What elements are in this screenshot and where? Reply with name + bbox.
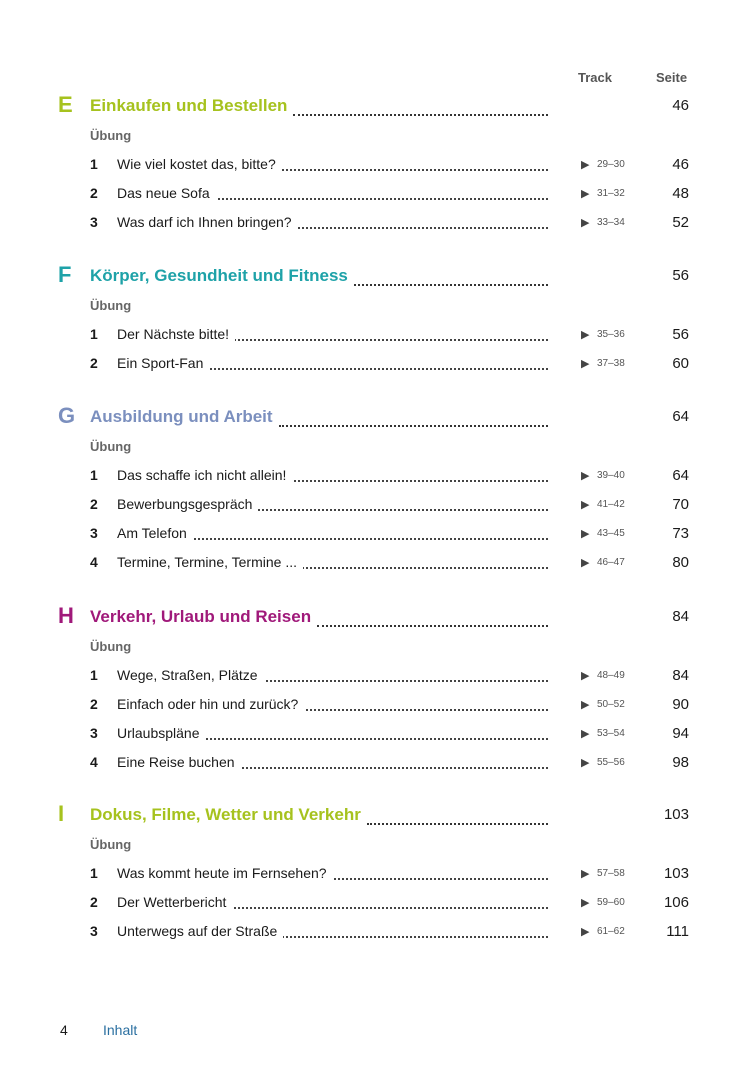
section-letter: E xyxy=(58,92,73,117)
section-title: Ausbildung und Arbeit xyxy=(90,407,273,426)
toc-entry[interactable] xyxy=(0,321,756,350)
toc-entry[interactable] xyxy=(0,462,756,491)
section-letter: F xyxy=(58,262,72,287)
entry-number: 4 xyxy=(90,554,98,570)
entry-page-number: 46 xyxy=(672,156,689,173)
footer-page-number: 4 xyxy=(60,1022,68,1038)
entry-page-number: 70 xyxy=(672,496,689,513)
entry-number: 3 xyxy=(90,725,98,741)
leader-dots xyxy=(279,411,548,427)
entry-track: 57–58 xyxy=(597,868,625,879)
column-header-track: Track xyxy=(578,70,612,85)
entry-number: 1 xyxy=(90,326,98,342)
entry-title: Der Wetterbericht xyxy=(117,894,232,910)
section-letter: I xyxy=(58,801,65,826)
play-icon: ▶ xyxy=(581,528,590,540)
entry-number: 1 xyxy=(90,467,98,483)
entry-number: 2 xyxy=(90,894,98,910)
play-icon: ▶ xyxy=(581,470,590,482)
section-heading[interactable] xyxy=(0,262,756,292)
section-letter: G xyxy=(58,403,76,428)
toc-entry[interactable] xyxy=(0,549,756,578)
leader-dots xyxy=(367,809,548,825)
entry-page-number: 52 xyxy=(672,214,689,231)
entry-page-number: 106 xyxy=(663,894,689,911)
toc-entry[interactable] xyxy=(0,209,756,238)
section-title: Einkaufen und Bestellen xyxy=(90,96,288,115)
play-icon: ▶ xyxy=(581,728,590,740)
footer-label: Inhalt xyxy=(103,1022,138,1038)
play-icon: ▶ xyxy=(581,699,590,711)
uebung-label: Übung xyxy=(90,837,132,852)
section-page-number: 64 xyxy=(672,408,689,425)
entry-track: 35–36 xyxy=(597,329,625,340)
uebung-label: Übung xyxy=(90,298,132,313)
entry-track: 50–52 xyxy=(597,699,625,710)
section-page-number: 56 xyxy=(672,267,689,284)
section-heading[interactable] xyxy=(0,801,756,831)
section-title: Körper, Gesundheit und Fitness xyxy=(90,266,348,285)
uebung-label: Übung xyxy=(90,128,132,143)
play-icon: ▶ xyxy=(581,670,590,682)
section-page-number: 46 xyxy=(672,97,689,114)
play-icon: ▶ xyxy=(581,557,590,569)
uebung-label-row xyxy=(0,633,756,662)
entry-title: Was darf ich Ihnen bringen? xyxy=(117,214,298,230)
section-letter: H xyxy=(58,603,74,628)
entry-title: Das neue Sofa xyxy=(117,185,216,201)
play-icon: ▶ xyxy=(581,926,590,938)
entry-title: Unterwegs auf der Straße xyxy=(117,923,283,939)
section-heading[interactable] xyxy=(0,603,756,633)
uebung-label-row xyxy=(0,292,756,321)
entry-number: 1 xyxy=(90,865,98,881)
entry-page-number: 60 xyxy=(672,355,689,372)
play-icon: ▶ xyxy=(581,329,590,341)
entry-page-number: 103 xyxy=(663,865,689,882)
section-page-number: 103 xyxy=(663,806,689,823)
toc-entry[interactable] xyxy=(0,749,756,778)
toc-entry[interactable] xyxy=(0,662,756,691)
play-icon: ▶ xyxy=(581,188,590,200)
entry-track: 55–56 xyxy=(597,757,625,768)
toc-section xyxy=(0,92,756,238)
play-icon: ▶ xyxy=(581,757,590,769)
section-title: Verkehr, Urlaub und Reisen xyxy=(90,607,312,626)
play-icon: ▶ xyxy=(581,358,590,370)
section-page-number: 84 xyxy=(672,608,689,625)
entry-title: Das schaffe ich nicht allein! xyxy=(117,467,292,483)
toc-entry[interactable] xyxy=(0,180,756,209)
entry-number: 2 xyxy=(90,496,98,512)
play-icon: ▶ xyxy=(581,897,590,909)
entry-track: 46–47 xyxy=(597,557,625,568)
toc-entry[interactable] xyxy=(0,350,756,379)
entry-page-number: 64 xyxy=(672,467,689,484)
toc-entry[interactable] xyxy=(0,691,756,720)
entry-title: Was kommt heute im Fernsehen? xyxy=(117,865,333,881)
entry-page-number: 98 xyxy=(672,754,689,771)
toc-section xyxy=(0,801,756,947)
entry-number: 3 xyxy=(90,214,98,230)
uebung-label-row xyxy=(0,433,756,462)
entry-number: 2 xyxy=(90,355,98,371)
entry-number: 4 xyxy=(90,754,98,770)
entry-page-number: 111 xyxy=(666,923,689,940)
toc-entry[interactable] xyxy=(0,889,756,918)
toc-entry[interactable] xyxy=(0,491,756,520)
uebung-label-row xyxy=(0,122,756,151)
entry-title: Eine Reise buchen xyxy=(117,754,241,770)
entry-track: 61–62 xyxy=(597,926,625,937)
entry-track: 43–45 xyxy=(597,528,625,539)
entry-page-number: 90 xyxy=(672,696,689,713)
entry-track: 37–38 xyxy=(597,358,625,369)
toc-entry[interactable] xyxy=(0,151,756,180)
entry-track: 59–60 xyxy=(597,897,625,908)
entry-number: 2 xyxy=(90,696,98,712)
entry-number: 2 xyxy=(90,185,98,201)
play-icon: ▶ xyxy=(581,217,590,229)
entry-number: 1 xyxy=(90,156,98,172)
entry-title: Ein Sport-Fan xyxy=(117,355,209,371)
toc-entry[interactable] xyxy=(0,918,756,947)
play-icon: ▶ xyxy=(581,499,590,511)
entry-title: Am Telefon xyxy=(117,525,193,541)
uebung-label-row xyxy=(0,831,756,860)
entry-title: Urlaubspläne xyxy=(117,725,206,741)
entry-page-number: 73 xyxy=(672,525,689,542)
play-icon: ▶ xyxy=(581,868,590,880)
toc-section xyxy=(0,403,756,578)
entry-title: Termine, Termine, Termine ... xyxy=(117,554,303,570)
entry-track: 39–40 xyxy=(597,470,625,481)
section-heading[interactable] xyxy=(0,403,756,433)
toc-entry[interactable] xyxy=(0,520,756,549)
entry-track: 29–30 xyxy=(597,159,625,170)
section-title: Dokus, Filme, Wetter und Verkehr xyxy=(90,805,361,824)
toc-section xyxy=(0,262,756,379)
toc-section xyxy=(0,603,756,778)
leader-dots xyxy=(293,100,548,116)
entry-track: 33–34 xyxy=(597,217,625,228)
entry-page-number: 56 xyxy=(672,326,689,343)
entry-page-number: 48 xyxy=(672,185,689,202)
entry-track: 48–49 xyxy=(597,670,625,681)
entry-title: Bewerbungsgespräch xyxy=(117,496,258,512)
column-header-seite: Seite xyxy=(656,70,688,85)
entry-track: 53–54 xyxy=(597,728,625,739)
entry-title: Einfach oder hin und zurück? xyxy=(117,696,304,712)
entry-number: 1 xyxy=(90,667,98,683)
toc-entry[interactable] xyxy=(0,860,756,889)
play-icon: ▶ xyxy=(581,159,590,171)
uebung-label: Übung xyxy=(90,639,132,654)
entry-track: 41–42 xyxy=(597,499,625,510)
entry-page-number: 80 xyxy=(672,554,689,571)
entry-page-number: 94 xyxy=(672,725,689,742)
entry-page-number: 84 xyxy=(672,667,689,684)
entry-title: Wie viel kostet das, bitte? xyxy=(117,156,282,172)
leader-dots xyxy=(354,270,548,286)
entry-title: Der Nächste bitte! xyxy=(117,326,235,342)
entry-track: 31–32 xyxy=(597,188,625,199)
uebung-label: Übung xyxy=(90,439,132,454)
leader-dots xyxy=(317,611,548,627)
entry-number: 3 xyxy=(90,923,98,939)
toc-entry[interactable] xyxy=(0,720,756,749)
entry-title: Wege, Straßen, Plätze xyxy=(117,667,264,683)
entry-number: 3 xyxy=(90,525,98,541)
section-heading[interactable] xyxy=(0,92,756,122)
